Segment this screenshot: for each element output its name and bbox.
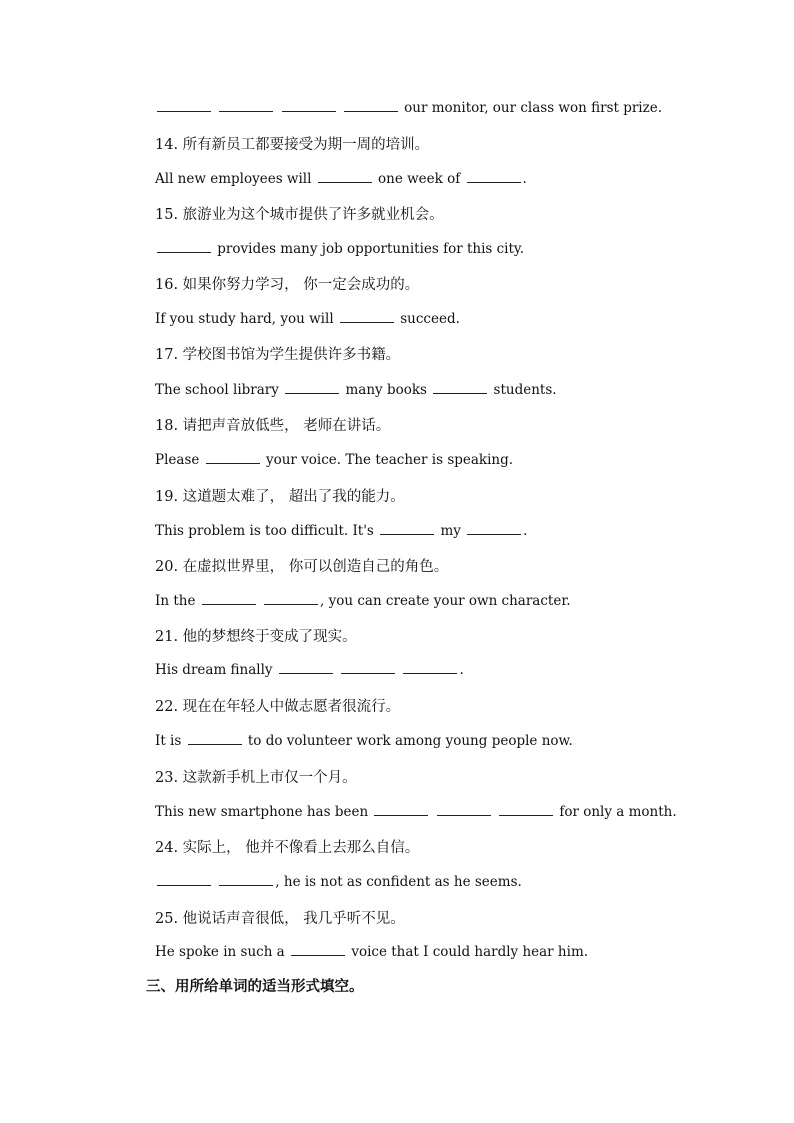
answer-line [155,874,522,890]
question-chinese: 23. 这款新手机上市仅一个月。 [155,770,357,786]
question-chinese: 24. 实际上， 他并不像看上去那么自信。 [155,840,420,856]
answer-line [155,944,588,960]
answer-blank[interactable] [499,804,553,816]
answer-line [155,311,460,327]
answer-blank[interactable] [157,241,211,253]
answer-line [155,733,573,749]
answer-line [155,171,527,187]
answer-blank[interactable] [202,593,256,605]
answer-text: to do volunteer work among young people now. [243,733,573,749]
answer-blank[interactable] [467,171,521,183]
question-chinese: 14. 所有新员工都要接受为期一周的培训。 [155,137,430,153]
question-chinese: 21. 他的梦想终于变成了现实。 [155,629,357,645]
answer-text: If you study hard, you will [155,311,338,327]
answer-line [155,100,662,116]
answer-text: . [459,662,464,678]
answer-blank[interactable] [433,382,487,394]
answer-text: , he is not as confident as he seems. [275,874,522,890]
answer-blank[interactable] [374,804,428,816]
question-chinese: 15. 旅游业为这个城市提供了许多就业机会。 [155,207,444,223]
answer-blank[interactable] [380,523,434,535]
answer-text: my [436,523,466,539]
question-chinese: 18. 请把声音放低些， 老师在讲话。 [155,418,391,434]
answer-text: voice that I could hardly hear him. [347,944,589,960]
answer-text: many books [341,382,432,398]
answer-blank[interactable] [318,171,372,183]
answer-blank[interactable] [206,452,260,464]
answer-blank[interactable] [264,593,318,605]
answer-text: for only a month. [555,804,677,820]
answer-text: students. [489,382,557,398]
answer-blank[interactable] [282,100,336,112]
answer-blank[interactable] [279,662,333,674]
question-chinese: 25. 他说话声音很低， 我几乎听不见。 [155,911,405,927]
answer-line [155,662,464,678]
answer-text: one week of [373,171,465,187]
answer-text: It is [155,733,186,749]
answer-blank[interactable] [403,662,457,674]
answer-text: . [522,171,527,187]
answer-blank[interactable] [219,874,273,886]
answer-text: The school library [155,382,284,398]
answer-text: Please [155,452,204,468]
answer-text [213,874,217,890]
answer-blank[interactable] [291,944,345,956]
answer-text: His dream finally [155,662,277,678]
question-chinese: 17. 学校图书馆为学生提供许多书籍。 [155,347,401,363]
answer-text: your voice. The teacher is speaking. [261,452,514,468]
question-chinese: 20. 在虚拟世界里， 你可以创造自己的角色。 [155,559,449,575]
answer-text [493,804,497,820]
question-chinese: 22. 现在在年轻人中做志愿者很流行。 [155,699,401,715]
answer-blank[interactable] [340,311,394,323]
answer-text: This problem is too difficult. It's [155,523,379,539]
answer-blank[interactable] [219,100,273,112]
answer-text [335,662,339,678]
answer-line [155,593,571,609]
answer-blank[interactable] [157,100,211,112]
answer-blank[interactable] [285,382,339,394]
answer-blank[interactable] [157,874,211,886]
answer-text: In the [155,593,200,609]
answer-text: This new smartphone has been [155,804,373,820]
answer-text: , you can create your own character. [320,593,571,609]
question-chinese: 16. 如果你努力学习， 你一定会成功的。 [155,277,420,293]
answer-line [155,804,677,820]
answer-line [155,382,557,398]
answer-line [155,452,513,468]
answer-text: He spoke in such a [155,944,290,960]
answer-text: provides many job opportunities for this city. [213,241,525,257]
answer-blank[interactable] [344,100,398,112]
answer-blank[interactable] [188,733,242,745]
answer-text [258,593,262,609]
answer-text [430,804,434,820]
answer-blank[interactable] [341,662,395,674]
answer-line [155,241,524,257]
answer-blank[interactable] [437,804,491,816]
answer-line [155,523,527,539]
answer-text: All new employees will [155,171,316,187]
section-title: 三、用所给单词的适当形式填空。 [146,978,364,995]
answer-text [397,662,401,678]
question-chinese: 19. 这道题太难了， 超出了我的能力。 [155,489,405,505]
answer-blank[interactable] [467,523,521,535]
answer-text: . [523,523,528,539]
answer-text: succeed. [395,311,460,327]
answer-text: our monitor, our class won first prize. [399,100,663,116]
